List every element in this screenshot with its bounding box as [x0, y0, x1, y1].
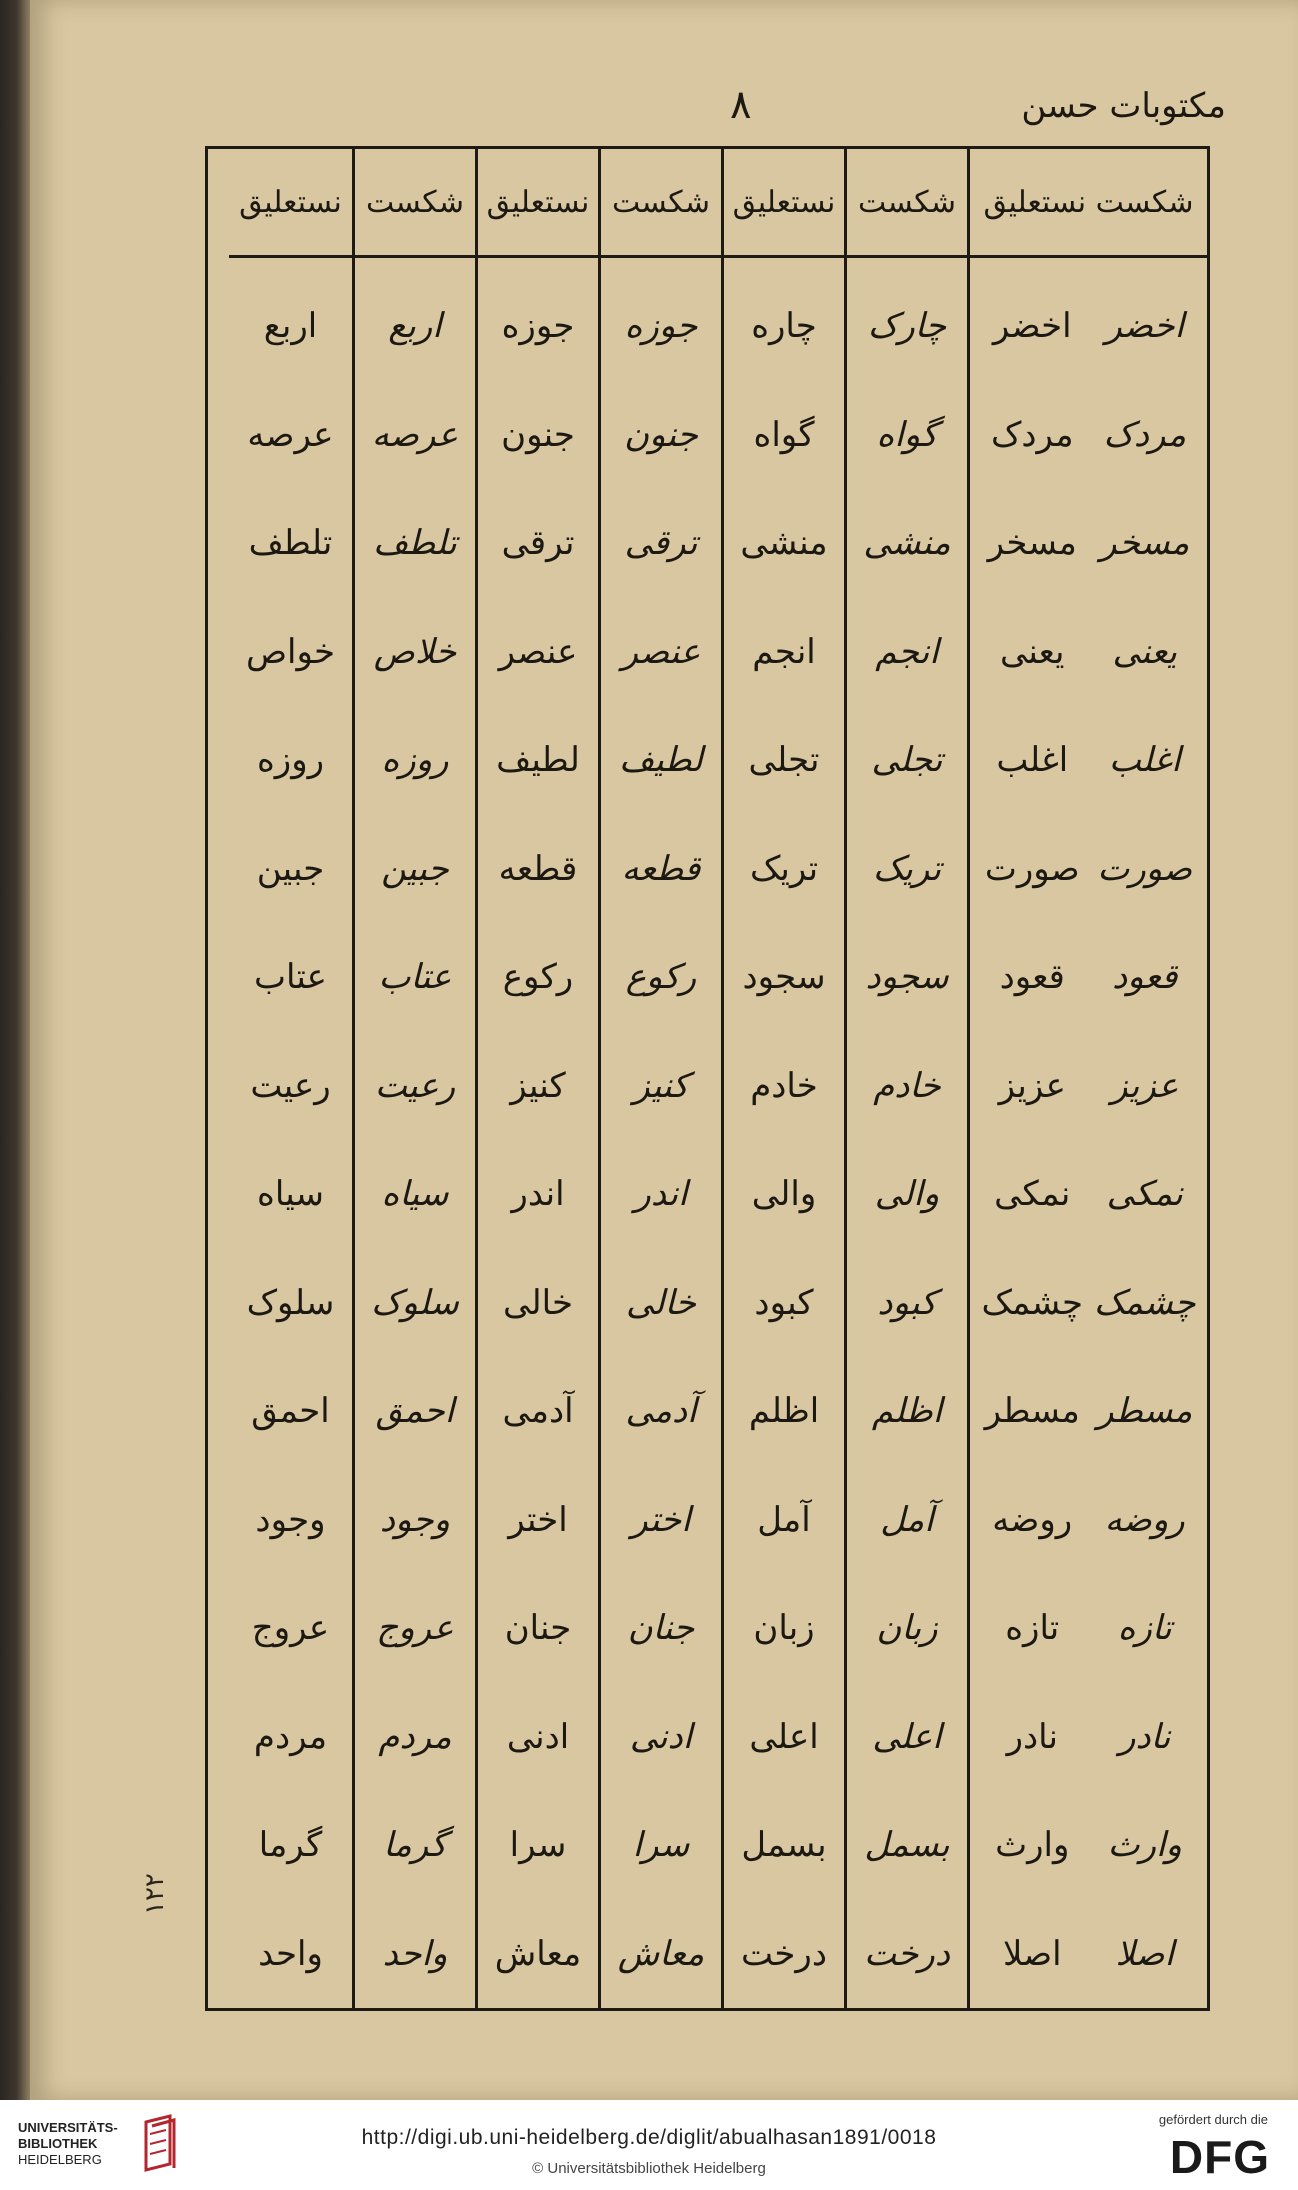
table-cell: رکوع	[625, 957, 697, 998]
table-cell: روزه	[256, 740, 325, 781]
table-cell: انجم	[875, 631, 939, 672]
column-heading: نستعلیق	[478, 149, 598, 258]
nastaliq-word: وارث	[995, 1825, 1070, 1866]
table-cell: چاره	[751, 306, 817, 347]
nastaliq-word: اخضر	[992, 306, 1072, 347]
table-cell: وجود	[255, 1499, 326, 1540]
column-heading: نستعلیق	[724, 149, 844, 258]
table-cell: والی	[751, 1174, 817, 1215]
table-cell: جوزه	[624, 306, 698, 347]
table-cell: تریک	[872, 848, 942, 889]
table-cell: منشی	[863, 523, 951, 564]
table-cell: تلطف	[248, 523, 333, 564]
table-cell: عرصه	[371, 414, 459, 455]
table-cell: سیاه	[257, 1174, 324, 1215]
funder-label: gefördert durch die	[1158, 2112, 1268, 2127]
nastaliq-word: اغلب	[996, 740, 1069, 781]
table-cell: سرا	[509, 1825, 567, 1866]
table-cell: کنیز	[510, 1065, 566, 1106]
table-cell	[970, 1140, 1207, 1249]
table-cell: جنون	[501, 414, 575, 455]
table-cell: اعلی	[749, 1716, 819, 1757]
table-cell	[970, 272, 1207, 381]
table-cell: سیاه	[381, 1174, 449, 1215]
table-cell: خلاص	[373, 631, 457, 672]
table-cell: رکوع	[502, 957, 574, 998]
table-cell: درخت	[741, 1933, 827, 1974]
shikasta-word: یعنی	[1112, 631, 1177, 672]
table-cell: روزه	[381, 740, 449, 781]
margin-note: ١٢٢	[140, 1873, 170, 1915]
permalink-link[interactable]: http://digi.ub.uni-heidelberg.de/diglit/abualhasan1891/0018	[361, 2126, 937, 2149]
table-cell	[970, 1466, 1207, 1575]
column-heading: شکست نستعلیق	[970, 149, 1207, 258]
table-cell: آدمی	[625, 1391, 697, 1432]
table-cell: عنصر	[498, 631, 578, 672]
table-cell: ترقی	[624, 523, 698, 564]
table-cell: سلوک	[371, 1282, 459, 1323]
table-cell: اندر	[634, 1174, 688, 1215]
copyright-text: © Universitätsbibliothek Heidelberg	[532, 2160, 766, 2177]
nastaliq-word: تازه	[1005, 1608, 1060, 1649]
table-cell: آمل	[880, 1499, 934, 1540]
column-body	[601, 258, 721, 2008]
table-cell: چارک	[867, 306, 947, 347]
shikasta-word: عزیز	[1111, 1065, 1179, 1106]
table-cell: سرا	[632, 1825, 690, 1866]
nastaliq-word: یعنی	[1000, 631, 1065, 672]
dfg-logo: DFG	[1169, 2131, 1270, 2183]
library-line-2: BIBLIOTHEK	[18, 2136, 98, 2151]
table-column	[229, 149, 352, 2008]
table-cell	[970, 1574, 1207, 1683]
column-body	[724, 258, 844, 2008]
table-cell: زبان	[876, 1608, 938, 1649]
table-cell: معاش	[617, 1933, 705, 1974]
column-body	[355, 258, 475, 2008]
table-cell: جنان	[504, 1608, 572, 1649]
table-cell	[970, 598, 1207, 707]
table-cell: تریک	[749, 848, 819, 889]
shikasta-word: وارث	[1107, 1825, 1182, 1866]
table-cell: اندر	[511, 1174, 565, 1215]
table-cell: تجلی	[871, 740, 943, 781]
nastaliq-word: عزیز	[998, 1065, 1066, 1106]
table-cell: قطعه	[498, 848, 578, 889]
shikasta-word: چشمک	[1094, 1282, 1196, 1323]
table-cell	[970, 489, 1207, 598]
table-cell: جوزه	[501, 306, 575, 347]
page-number: ٨	[730, 82, 752, 128]
table-cell	[970, 1032, 1207, 1141]
library-line-3: HEIDELBERG	[18, 2152, 102, 2167]
table-cell: منشی	[740, 523, 828, 564]
table-cell: معاش	[494, 1933, 582, 1974]
table-cell: انجم	[752, 631, 816, 672]
shikasta-word: تازه	[1117, 1608, 1172, 1649]
shikasta-word: روضه	[1104, 1499, 1185, 1540]
shikasta-word: نمکی	[1106, 1174, 1183, 1215]
table-cell: بسمل	[741, 1825, 827, 1866]
column-body	[478, 258, 598, 2008]
table-column	[598, 149, 721, 2008]
table-cell: خالی	[502, 1282, 574, 1323]
table-cell: خواص	[245, 631, 336, 672]
shikasta-word: صورت	[1097, 848, 1193, 889]
shikasta-word: اخضر	[1105, 306, 1185, 347]
table-cell: مردم	[253, 1716, 328, 1757]
nastaliq-word: صورت	[984, 848, 1080, 889]
table-cell: عرصه	[247, 414, 334, 455]
table-cell: اعلی	[872, 1716, 942, 1757]
shikasta-word: مسخر	[1100, 523, 1190, 564]
table-cell: کبود	[754, 1282, 814, 1323]
column-heading: شکست	[355, 149, 475, 258]
table-cell: آدمی	[502, 1391, 574, 1432]
table-cell: اظلم	[748, 1391, 820, 1432]
table-cell: تجلی	[748, 740, 820, 781]
table-cell: قطعه	[621, 848, 701, 889]
nastaliq-word: نمکی	[994, 1174, 1071, 1215]
table-cell: جبین	[381, 848, 449, 889]
nastaliq-word: اصلا	[1002, 1933, 1062, 1974]
table-cell: ادنی	[506, 1716, 570, 1757]
table-cell: رعیت	[374, 1065, 456, 1106]
nastaliq-word: چشمک	[981, 1282, 1083, 1323]
table-cell: جبین	[256, 848, 325, 889]
table-cell: عنصر	[621, 631, 701, 672]
table-cell: سجود	[742, 957, 826, 998]
table-cell: خالی	[625, 1282, 697, 1323]
table-cell: سجود	[865, 957, 949, 998]
table-cell: لطیف	[619, 740, 703, 781]
table-cell: احمق	[375, 1391, 455, 1432]
page-title: مکتوبات حسن	[1021, 86, 1226, 126]
table-cell: گرما	[383, 1825, 447, 1866]
table-cell: کبود	[877, 1282, 937, 1323]
table-cell: لطیف	[496, 740, 580, 781]
nastaliq-word: مسخر	[987, 523, 1077, 564]
table-cell	[970, 1357, 1207, 1466]
table-cell	[970, 706, 1207, 815]
table-cell	[970, 1249, 1207, 1358]
footer-bar	[0, 2100, 1298, 2190]
table-column	[721, 149, 844, 2008]
nastaliq-word: قعود	[999, 957, 1065, 998]
table-cell: عتاب	[254, 957, 327, 998]
shikasta-word: مسطر	[1097, 1391, 1193, 1432]
book-spine	[0, 0, 30, 2100]
table-cell: اربع	[263, 306, 318, 347]
table-cell: کنیز	[633, 1065, 689, 1106]
shikasta-word: مردک	[1103, 414, 1187, 455]
column-body	[970, 258, 1207, 2008]
table-cell: احمق	[251, 1391, 330, 1432]
table-cell: درخت	[864, 1933, 950, 1974]
table-cell: ترقی	[501, 523, 575, 564]
table-cell: ادنی	[629, 1716, 693, 1757]
shikasta-word: نادر	[1119, 1716, 1171, 1757]
table-cell: آمل	[757, 1499, 811, 1540]
table-cell	[970, 815, 1207, 924]
table-column	[352, 149, 475, 2008]
table-cell: وجود	[379, 1499, 451, 1540]
table-cell: عروج	[376, 1608, 454, 1649]
table-cell: سلوک	[246, 1282, 335, 1323]
table-cell: عروج	[251, 1608, 330, 1649]
table-cell: واحد	[258, 1933, 323, 1974]
table-cell: زبان	[753, 1608, 815, 1649]
table-cell	[970, 1791, 1207, 1900]
table-cell: اربع	[388, 306, 442, 347]
table-cell: اختر	[631, 1499, 691, 1540]
nastaliq-word: نادر	[1006, 1716, 1058, 1757]
calligraphy-table	[205, 146, 1210, 2011]
library-line-1: UNIVERSITÄTS-	[18, 2120, 118, 2135]
shikasta-word: اصلا	[1115, 1933, 1175, 1974]
table-cell	[970, 381, 1207, 490]
table-column	[475, 149, 598, 2008]
nastaliq-word: مردک	[990, 414, 1074, 455]
table-cell: گواه	[876, 414, 938, 455]
table-cell: اختر	[508, 1499, 568, 1540]
table-cell: بسمل	[864, 1825, 950, 1866]
nastaliq-word: مسطر	[984, 1391, 1080, 1432]
table-column	[967, 149, 1207, 2008]
column-body	[847, 258, 967, 2008]
nastaliq-word: روضه	[992, 1499, 1073, 1540]
table-cell: خادم	[750, 1065, 818, 1106]
column-body	[229, 258, 352, 2008]
shikasta-word: قعود	[1112, 957, 1178, 998]
table-cell	[970, 1683, 1207, 1792]
column-heading: شکست	[847, 149, 967, 258]
table-cell: رعیت	[250, 1065, 331, 1106]
table-cell: مردم	[378, 1716, 452, 1757]
column-heading: شکست	[601, 149, 721, 258]
table-cell: خادم	[873, 1065, 941, 1106]
table-cell: گرما	[258, 1825, 323, 1866]
table-cell: اظلم	[871, 1391, 943, 1432]
table-cell: عتاب	[378, 957, 452, 998]
table-column	[844, 149, 967, 2008]
table-cell: تلطف	[373, 523, 457, 564]
table-cell	[970, 1900, 1207, 2009]
table-cell	[970, 923, 1207, 1032]
column-heading: نستعلیق	[229, 149, 352, 258]
table-cell: واحد	[382, 1933, 448, 1974]
table-cell: گواه	[753, 414, 815, 455]
table-cell: والی	[874, 1174, 940, 1215]
shikasta-word: اغلب	[1108, 740, 1181, 781]
table-cell: جنون	[624, 414, 698, 455]
table-cell: جنان	[627, 1608, 695, 1649]
